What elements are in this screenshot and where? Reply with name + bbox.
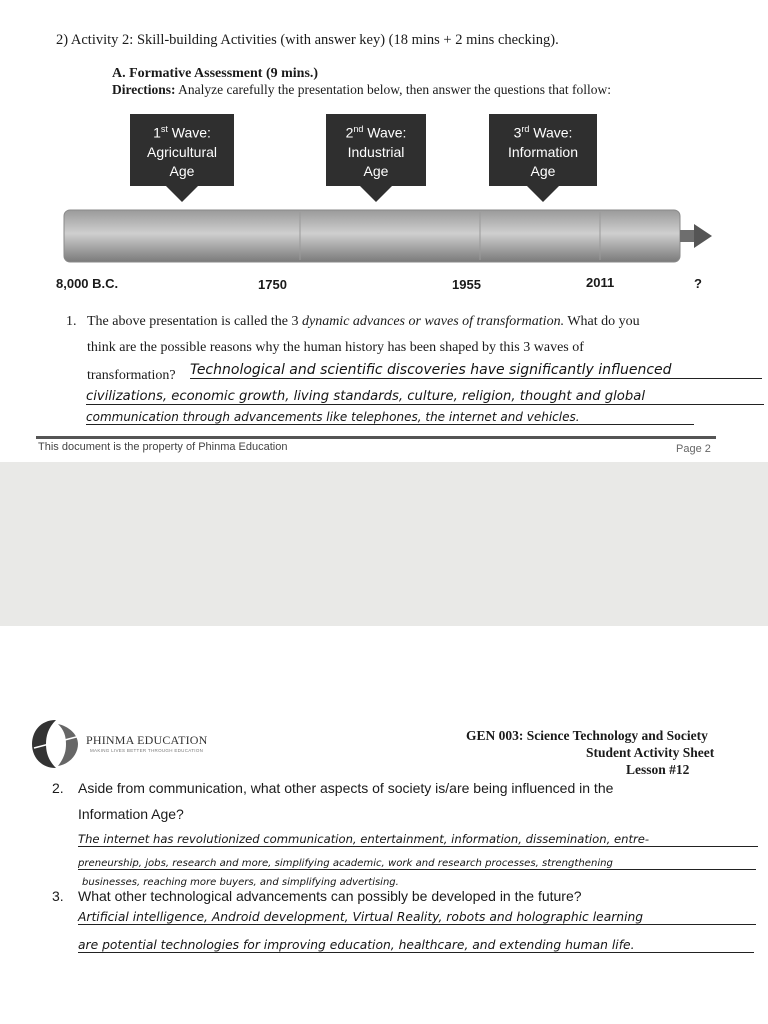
q1-line-1: The above presentation is called the 3 dynamic advances or waves of transformation. What do you [87,314,640,329]
q2-line-2: Information Age? [78,806,184,822]
phinma-logo-icon [28,718,84,770]
answer-1-line-1: Technological and scientific discoveries have significantly influenced [190,362,762,379]
wave-2-box: 2nd Wave: Industrial Age [326,114,426,186]
directions [112,82,611,98]
answer-2-line-1: The internet has revolutionized communication, entertainment, information, dissemination, entre- [78,832,758,847]
timeline-bar [60,206,720,268]
q2-number: 2. [52,780,64,796]
wave-2-arrow [354,180,398,202]
answer-2-line-2: preneurship, jobs, research and more, simplifying academic, work and research processes, strengthening [78,858,756,870]
section-a-heading: A. Formative Assessment (9 mins.) [112,66,319,81]
timeline-label-2011: 2011 [586,275,615,290]
timeline-label-1955: 1955 [452,277,481,292]
timeline-label-1750: 1750 [258,277,287,292]
answer-3-line-2: are potential technologies for improving education, healthcare, and extending human life. [78,938,754,953]
timeline-label-8000bc: 8,000 B.C. [56,276,119,291]
answer-3-line-1: Artificial intelligence, Android development, Virtual Reality, robots and holographic learning [78,910,756,925]
header-lesson: Lesson #12 [626,762,690,777]
q1-line-3-label: transformation? [87,368,176,383]
footer-page-number: Page 2 [676,443,711,455]
logo-name: PHINMA EDUCATION [86,733,208,747]
header-course: GEN 003: Science Technology and Society [466,728,708,743]
answer-2-line-3: businesses, reaching more buyers, and simplifying advertising. [82,877,399,888]
answer-1-line-3: communication through advancements like telephones, the internet and vehicles. [86,410,694,425]
directions-text: Analyze carefully the presentation below, then answer the questions that follow: [178,82,612,97]
header-sheet: Student Activity Sheet [586,745,715,760]
q3-number: 3. [52,888,64,904]
directions-label: Directions: [112,82,176,97]
q3-text: What other technological advancements can possibly be developed in the future? [78,888,582,904]
timeline-label-unknown: ? [694,276,702,291]
logo-tagline: MAKING LIVES BETTER THROUGH EDUCATION [90,748,204,753]
page-2 [0,626,768,1024]
wave-3-box: 3rd Wave: Information Age [489,114,597,186]
q1-number: 1. [66,314,77,329]
answer-1-line-2: civilizations, economic growth, living standards, culture, religion, thought and global [86,389,764,405]
wave-1-box: 1st Wave: Agricultural Age [130,114,234,186]
footer-property: This document is the property of Phinma Education [38,441,288,453]
wave-3-arrow [521,180,565,202]
q1-line-2: think are the possible reasons why the human history has been shaped by this 3 waves of [87,340,584,355]
wave-1-arrow [160,180,204,202]
footer-divider [36,436,716,439]
q2-line-1: Aside from communication, what other aspects of society is/are being influenced in the [78,780,614,796]
activity-heading: 2) Activity 2: Skill-building Activities (with answer key) (18 mins + 2 mins checking). [56,32,559,48]
